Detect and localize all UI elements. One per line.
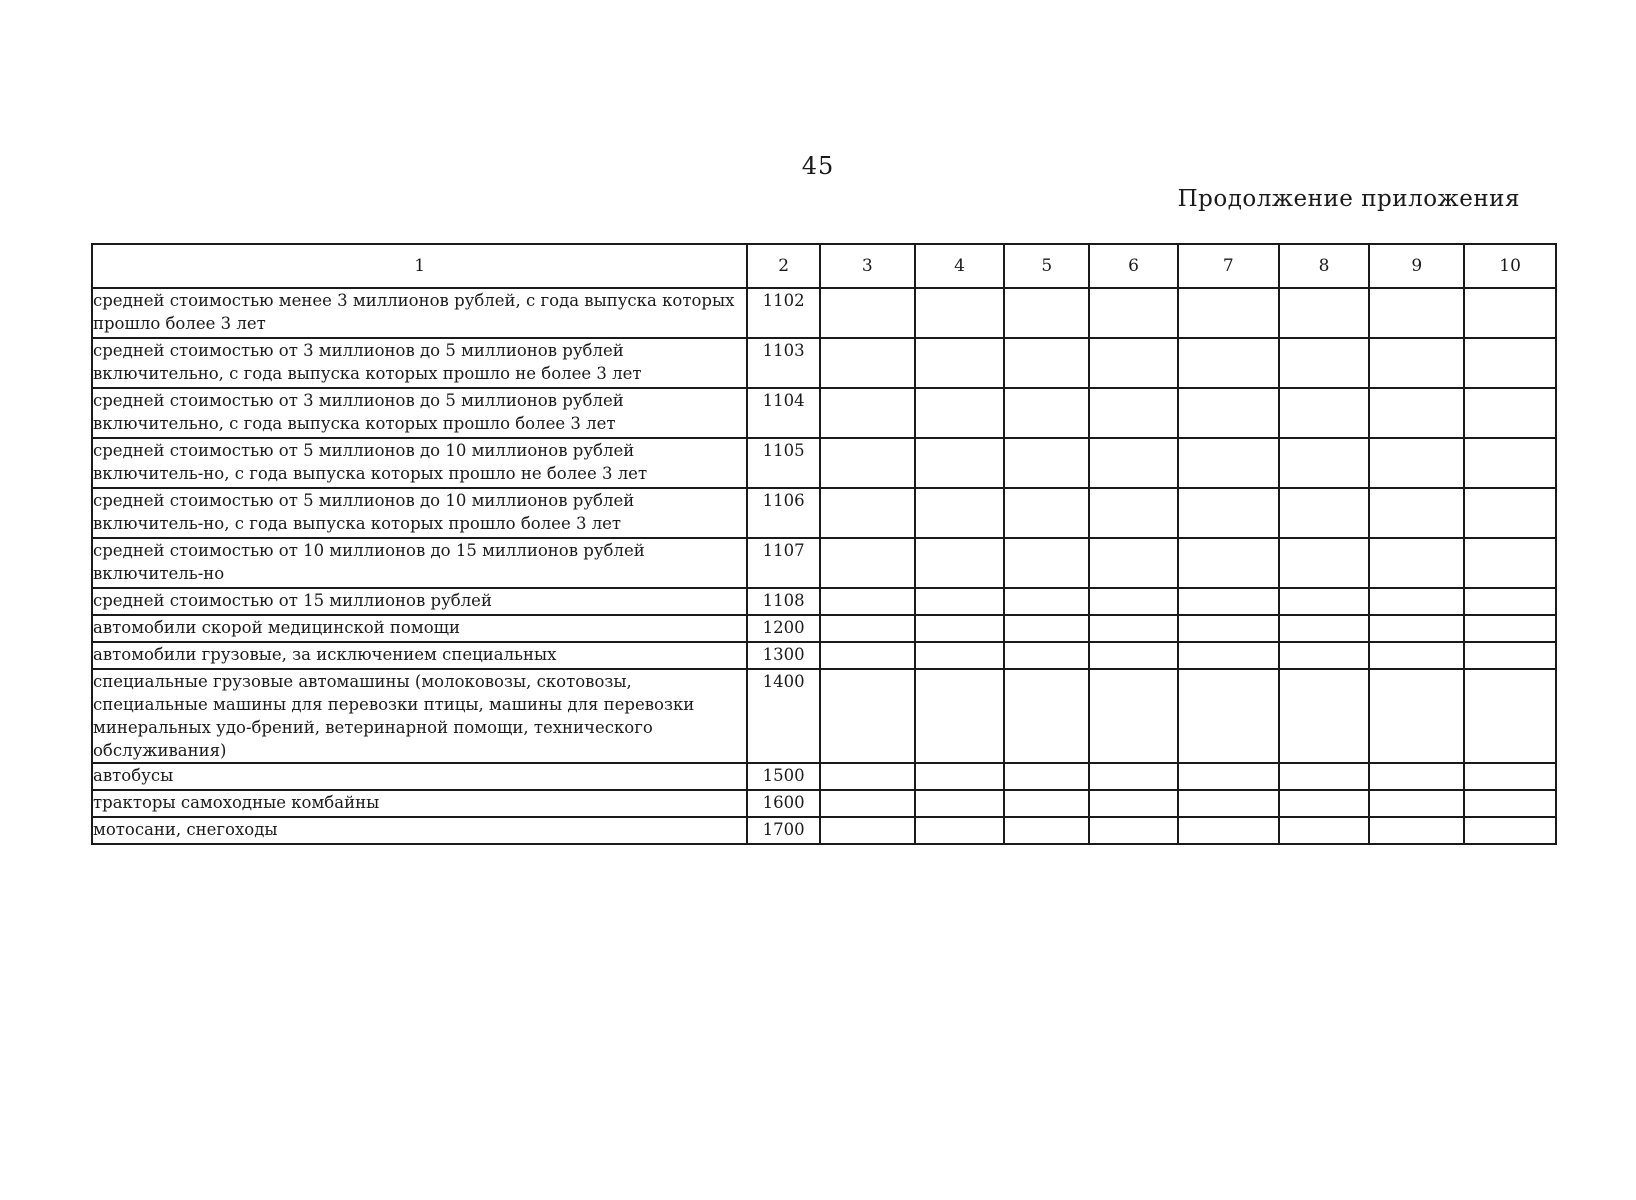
value-cell — [1178, 642, 1279, 669]
value-cell — [1369, 588, 1464, 615]
value-cell — [1178, 438, 1279, 488]
row-code: 1108 — [747, 588, 820, 615]
table-row — [92, 488, 1556, 538]
value-cell — [1369, 790, 1464, 817]
value-cell — [1178, 588, 1279, 615]
value-cell — [1004, 388, 1089, 438]
value-cell — [1279, 615, 1370, 642]
value-cell — [1089, 763, 1178, 790]
table-row — [92, 669, 1556, 763]
row-code: 1103 — [747, 338, 820, 388]
value-cell — [1369, 817, 1464, 844]
row-code: 1104 — [747, 388, 820, 438]
table-row — [92, 388, 1556, 438]
value-cell — [1279, 438, 1370, 488]
value-cell — [915, 488, 1005, 538]
row-label: средней стоимостью от 5 миллионов до 10 миллионов рублей включитель-но, с года выпуска которых прошло более 3 лет — [92, 488, 747, 538]
row-label: специальные грузовые автомашины (молоковозы, скотовозы, специальные машины для перевозки птицы, машины для перевозки минеральных удо-брений, ветеринарной помощи, технического обслуживания) — [92, 669, 747, 763]
value-cell — [1279, 388, 1370, 438]
row-label: средней стоимостью менее 3 миллионов рублей, с года выпуска которых прошло более 3 лет — [92, 288, 747, 338]
value-cell — [1089, 538, 1178, 588]
value-cell — [820, 790, 915, 817]
value-cell — [1464, 642, 1556, 669]
value-cell — [1464, 438, 1556, 488]
value-cell — [915, 588, 1005, 615]
value-cell — [1369, 669, 1464, 763]
column-header: 5 — [1004, 244, 1089, 288]
value-cell — [1464, 488, 1556, 538]
value-cell — [1089, 338, 1178, 388]
row-label: автомобили грузовые, за исключением специальных — [92, 642, 747, 669]
value-cell — [820, 538, 915, 588]
value-cell — [1464, 388, 1556, 438]
column-header: 2 — [747, 244, 820, 288]
row-code: 1700 — [747, 817, 820, 844]
row-label: мотосани, снегоходы — [92, 817, 747, 844]
value-cell — [820, 388, 915, 438]
value-cell — [1178, 817, 1279, 844]
value-cell — [1279, 538, 1370, 588]
value-cell — [1089, 669, 1178, 763]
value-cell — [915, 669, 1005, 763]
table-row — [92, 438, 1556, 488]
table-row — [92, 615, 1556, 642]
value-cell — [1089, 488, 1178, 538]
row-label: средней стоимостью от 3 миллионов до 5 миллионов рублей включительно, с года выпуска которых прошло не более 3 лет — [92, 338, 747, 388]
value-cell — [1004, 288, 1089, 338]
row-label: средней стоимостью от 15 миллионов рублей — [92, 588, 747, 615]
value-cell — [915, 338, 1005, 388]
value-cell — [1004, 615, 1089, 642]
value-cell — [820, 288, 915, 338]
value-cell — [1004, 588, 1089, 615]
value-cell — [820, 763, 915, 790]
row-label: средней стоимостью от 3 миллионов до 5 миллионов рублей включительно, с года выпуска которых прошло более 3 лет — [92, 388, 747, 438]
value-cell — [1004, 817, 1089, 844]
continuation-title: Продолжение приложения — [1177, 186, 1520, 212]
value-cell — [1178, 790, 1279, 817]
value-cell — [1089, 588, 1178, 615]
value-cell — [1089, 642, 1178, 669]
value-cell — [1089, 288, 1178, 338]
value-cell — [915, 763, 1005, 790]
column-header: 9 — [1369, 244, 1464, 288]
value-cell — [1369, 338, 1464, 388]
row-label: автобусы — [92, 763, 747, 790]
value-cell — [1369, 438, 1464, 488]
value-cell — [820, 669, 915, 763]
table-row — [92, 763, 1556, 790]
value-cell — [1369, 488, 1464, 538]
value-cell — [1004, 488, 1089, 538]
table-row — [92, 588, 1556, 615]
value-cell — [1004, 338, 1089, 388]
value-cell — [820, 588, 915, 615]
value-cell — [820, 438, 915, 488]
value-cell — [915, 642, 1005, 669]
value-cell — [1279, 288, 1370, 338]
value-cell — [820, 817, 915, 844]
vehicle-form-table — [91, 243, 1557, 845]
value-cell — [1464, 763, 1556, 790]
page-number: 45 — [801, 152, 835, 180]
value-cell — [1004, 669, 1089, 763]
row-code: 1600 — [747, 790, 820, 817]
table-row — [92, 538, 1556, 588]
column-header: 10 — [1464, 244, 1556, 288]
value-cell — [1369, 288, 1464, 338]
column-header: 3 — [820, 244, 915, 288]
value-cell — [1178, 538, 1279, 588]
row-code: 1107 — [747, 538, 820, 588]
value-cell — [1464, 538, 1556, 588]
value-cell — [1369, 388, 1464, 438]
column-header: 6 — [1089, 244, 1178, 288]
column-header: 4 — [915, 244, 1005, 288]
table-row — [92, 817, 1556, 844]
row-label: тракторы самоходные комбайны — [92, 790, 747, 817]
value-cell — [1004, 538, 1089, 588]
value-cell — [915, 615, 1005, 642]
value-cell — [1464, 615, 1556, 642]
column-header: 7 — [1178, 244, 1279, 288]
value-cell — [915, 388, 1005, 438]
table-row — [92, 642, 1556, 669]
value-cell — [1089, 817, 1178, 844]
value-cell — [1279, 669, 1370, 763]
row-code: 1400 — [747, 669, 820, 763]
value-cell — [1279, 588, 1370, 615]
value-cell — [1089, 790, 1178, 817]
value-cell — [1279, 763, 1370, 790]
value-cell — [1178, 615, 1279, 642]
value-cell — [915, 438, 1005, 488]
value-cell — [1279, 642, 1370, 669]
column-header: 8 — [1279, 244, 1370, 288]
value-cell — [1178, 388, 1279, 438]
row-code: 1300 — [747, 642, 820, 669]
row-code: 1200 — [747, 615, 820, 642]
value-cell — [915, 288, 1005, 338]
value-cell — [1279, 817, 1370, 844]
value-cell — [1089, 438, 1178, 488]
value-cell — [820, 615, 915, 642]
value-cell — [1279, 338, 1370, 388]
row-code: 1500 — [747, 763, 820, 790]
value-cell — [1369, 615, 1464, 642]
value-cell — [1089, 388, 1178, 438]
value-cell — [1178, 338, 1279, 388]
value-cell — [1004, 763, 1089, 790]
value-cell — [1178, 669, 1279, 763]
value-cell — [1089, 615, 1178, 642]
column-header: 1 — [92, 244, 747, 288]
value-cell — [1279, 790, 1370, 817]
value-cell — [1464, 588, 1556, 615]
value-cell — [820, 338, 915, 388]
row-label: автомобили скорой медицинской помощи — [92, 615, 747, 642]
column-header-row — [92, 244, 1556, 288]
value-cell — [915, 790, 1005, 817]
value-cell — [820, 642, 915, 669]
value-cell — [1178, 288, 1279, 338]
table-row — [92, 288, 1556, 338]
value-cell — [1369, 538, 1464, 588]
value-cell — [1178, 763, 1279, 790]
value-cell — [1369, 642, 1464, 669]
value-cell — [1464, 338, 1556, 388]
value-cell — [1464, 790, 1556, 817]
row-code: 1105 — [747, 438, 820, 488]
value-cell — [1004, 438, 1089, 488]
value-cell — [1279, 488, 1370, 538]
value-cell — [915, 817, 1005, 844]
value-cell — [1464, 817, 1556, 844]
value-cell — [1004, 790, 1089, 817]
value-cell — [820, 488, 915, 538]
value-cell — [915, 538, 1005, 588]
value-cell — [1004, 642, 1089, 669]
table-row — [92, 338, 1556, 388]
value-cell — [1369, 763, 1464, 790]
value-cell — [1464, 669, 1556, 763]
row-label: средней стоимостью от 5 миллионов до 10 миллионов рублей включитель-но, с года выпуска которых прошло не более 3 лет — [92, 438, 747, 488]
row-label: средней стоимостью от 10 миллионов до 15 миллионов рублей включитель-но — [92, 538, 747, 588]
value-cell — [1178, 488, 1279, 538]
value-cell — [1464, 288, 1556, 338]
row-code: 1106 — [747, 488, 820, 538]
row-code: 1102 — [747, 288, 820, 338]
table-row — [92, 790, 1556, 817]
